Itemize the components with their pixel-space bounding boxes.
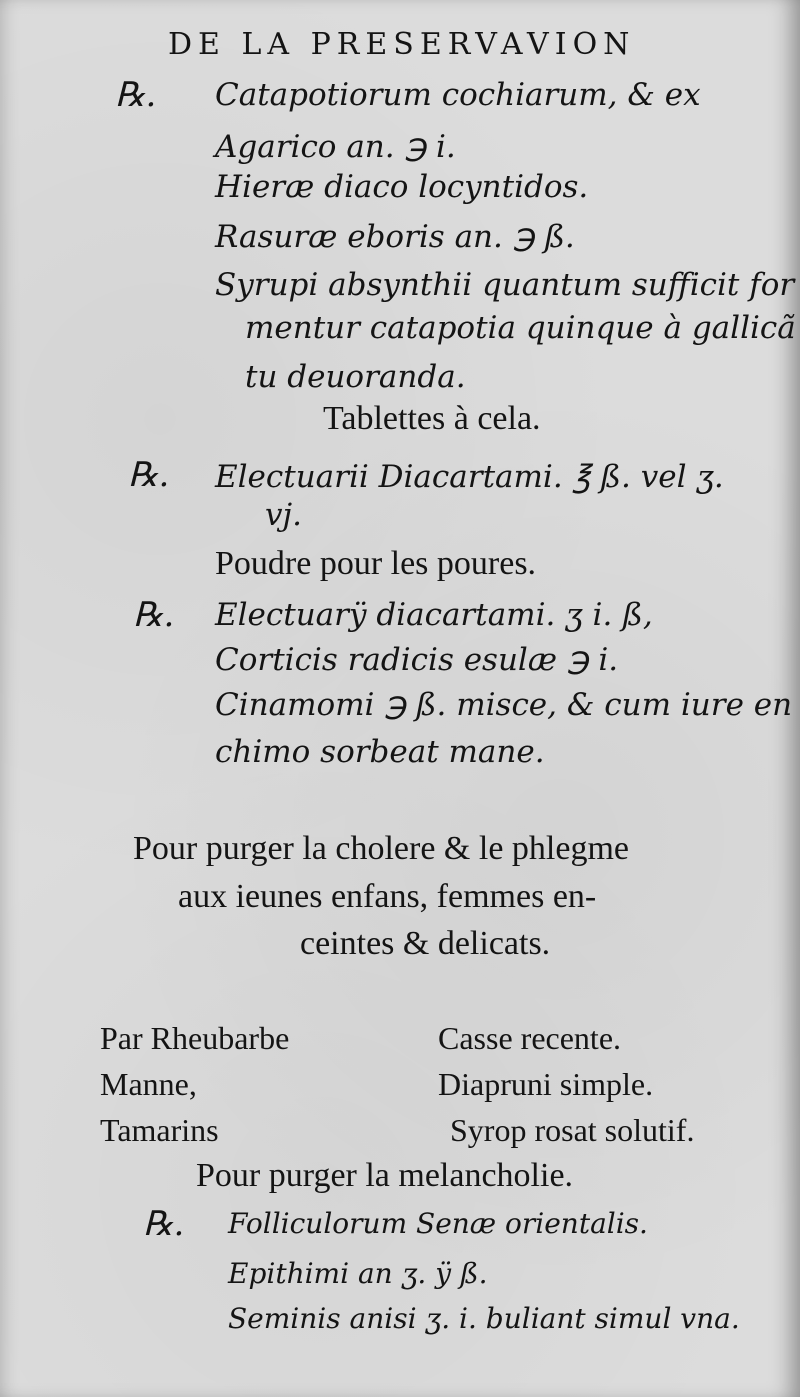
remedy-right: Casse recente.	[438, 1020, 622, 1056]
recipe-line: Seminis anisi ʒ. i. buliant simul vna.	[228, 1302, 740, 1335]
recipe-line: vj.	[265, 497, 302, 533]
recipe-line: Cinamomi ℈ ß. misce, & cum iure en	[215, 687, 793, 723]
running-head: DE LA PRESERVAVION	[168, 27, 636, 62]
recipe-sign: ℞.	[128, 455, 170, 495]
recipe-line: Electuarÿ diacartami. ʒ i. ß,	[215, 597, 653, 633]
recipe-line: Syrupi absynthii quantum sufficit for	[215, 267, 795, 303]
recipe-line: Hieræ diaco locyntidos.	[215, 169, 589, 205]
remedy-right: Diapruni simple.	[438, 1066, 654, 1102]
section-heading: Pour purger la melancholie.	[196, 1157, 574, 1194]
recipe-line: Folliculorum Senæ orientalis.	[228, 1207, 648, 1240]
recipe-sign: ℞.	[115, 75, 157, 115]
recipe-sign: ℞.	[143, 1204, 185, 1244]
section-heading: aux ieunes enfans, femmes en-	[178, 878, 597, 915]
remedy-left: Tamarins	[100, 1112, 219, 1148]
section-heading: Tablettes à cela.	[323, 400, 541, 437]
recipe-line: Agarico an. ℈ i.	[215, 129, 456, 165]
section-heading: Pour purger la cholere & le phlegme	[133, 830, 629, 867]
recipe-line: tu deuoranda.	[245, 359, 466, 395]
recipe-line: Electuarii Diacartami. ℥ ß. vel ʒ.	[215, 459, 724, 495]
section-heading: Poudre pour les poures.	[215, 545, 537, 582]
recipe-line: Corticis radicis esulæ ℈ i.	[215, 642, 619, 678]
recipe-line: mentur catapotia quinque à gallicã	[245, 310, 796, 346]
remedy-left: Par Rheubarbe	[100, 1020, 290, 1056]
remedy-left: Manne,	[100, 1066, 197, 1102]
recipe-line: Epithimi an ʒ. ÿ ß.	[228, 1257, 488, 1290]
recipe-sign: ℞.	[133, 595, 175, 635]
recipe-line: Catapotiorum cochiarum, & ex	[215, 77, 701, 113]
recipe-line: Rasuræ eboris an. ℈ ß.	[215, 219, 575, 255]
section-heading: ceintes & delicats.	[300, 925, 551, 962]
remedy-right: Syrop rosat solutif.	[450, 1112, 695, 1148]
recipe-line: chimo sorbeat mane.	[215, 734, 545, 770]
